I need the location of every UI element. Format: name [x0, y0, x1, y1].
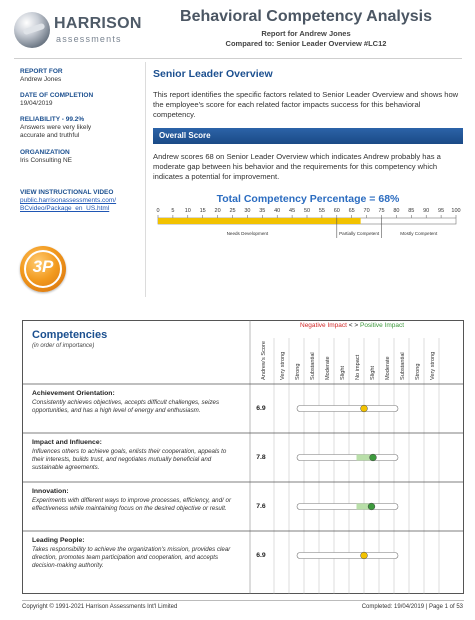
competencies-title: Competencies	[32, 329, 108, 341]
impact-bar	[297, 504, 398, 510]
reliability-heading	[20, 116, 91, 124]
impact-column-header: Strong	[295, 363, 301, 380]
scale-tick-label: 85	[408, 208, 415, 214]
sidebar-report-for	[20, 68, 63, 84]
impact-column-header: Strong	[415, 363, 421, 380]
harrison-logo	[14, 12, 142, 48]
score-marker	[361, 405, 368, 412]
impact-legend	[300, 322, 404, 329]
overall-score-bar	[153, 128, 463, 144]
impact-column-header: Moderate	[325, 356, 331, 380]
sidebar-organization	[20, 149, 72, 165]
score-marker	[361, 552, 368, 559]
impact-bar	[297, 455, 398, 461]
logo-subtitle: assessments	[56, 34, 122, 44]
scale-tick-label: 75	[378, 208, 385, 214]
scale-fill	[158, 218, 361, 224]
date-value: 19/04/2019	[20, 100, 53, 107]
score-marker	[368, 503, 375, 510]
scale-tick-label: 95	[438, 208, 445, 214]
score-column-header: Andrew's Score	[261, 341, 267, 380]
competencies-subtitle: (in order of importance)	[32, 343, 95, 349]
competency-description: Influences others to achieve goals, enlists their cooperation, appeals to their interests, builds trust, and negotiates mutually beneficial and sustainable agreements.	[32, 448, 227, 471]
sidebar-divider	[145, 62, 146, 297]
total-competency-percentage: Total Competency Percentage = 68%	[216, 193, 400, 205]
reliability-note-2: accurate and truthful	[20, 132, 80, 139]
reliability-note-1: Answers were very likely	[20, 124, 92, 131]
scale-tick-label: 25	[229, 208, 236, 214]
impact-column-header: Very strong	[430, 351, 436, 380]
logo-name: HARRISON	[54, 15, 142, 32]
reliability-value: 99.2%	[65, 116, 85, 123]
impact-column-header: Very strong	[280, 351, 286, 380]
impact-bar	[297, 406, 398, 412]
competency-title: Achievement Orientation:	[32, 390, 115, 397]
logo-sphere-icon	[14, 12, 50, 48]
impact-column-header: Slight	[340, 366, 346, 380]
band-label: Mostly Competent	[400, 231, 438, 236]
competency-score: 6.9	[256, 551, 266, 559]
band-label: Needs Development	[226, 231, 269, 236]
organization-value: Iris Consulting NE	[20, 157, 73, 164]
impact-column-header: Substantial	[310, 352, 316, 380]
scale-tick-label: 60	[333, 208, 340, 214]
video-link-line-2[interactable]: BCvideo/Package_en_US.html	[20, 205, 110, 212]
footer-divider	[22, 600, 464, 601]
scale-tick-label: 70	[363, 208, 370, 214]
badge-text: 3P	[32, 257, 54, 276]
impact-negative: Negative Impact	[300, 322, 347, 329]
competency-score: 6.9	[256, 404, 266, 412]
competency-description: Experiments with different ways to improve processes, efficiency, and/ or effectiveness while maintaining focus on the desired objective or result.	[32, 497, 231, 512]
competency-description: Consistently achieves objectives, accepts difficult challenges, seizes opportunities, and has a high level of energy and enthusiasm.	[32, 399, 220, 414]
scale-tick-label: 10	[184, 208, 191, 214]
video-link-line-1[interactable]: public.harrisonassessments.com/	[20, 197, 117, 204]
impact-bar	[297, 553, 398, 559]
scale-tick-label: 30	[244, 208, 251, 214]
scale-tick-label: 5	[171, 208, 175, 214]
compared-to-subtitle: Compared to: Senior Leader Overview #LC12	[225, 39, 387, 48]
impact-column-header: Slight	[370, 366, 376, 380]
intro-paragraph: This report identifies the specific factors related to Senior Leader Overview and shows how the employee's score for each related factor impacts success for this behavioral competency.	[153, 90, 459, 119]
band-label: Partially Competent	[339, 231, 380, 236]
header-divider	[14, 58, 462, 59]
scale-tick-label: 65	[348, 208, 355, 214]
competency-scale	[150, 204, 466, 240]
scale-tick-label: 35	[259, 208, 266, 214]
overall-score-label: Overall Score	[159, 131, 211, 140]
report-for-value: Andrew Jones	[20, 76, 62, 83]
impact-column-header: No impact	[355, 354, 361, 380]
sidebar-reliability	[20, 116, 91, 140]
3p-badge	[20, 246, 66, 292]
scale-tick-label: 40	[274, 208, 281, 214]
scale-tick-label: 15	[199, 208, 206, 214]
overall-score-text: Andrew scores 68 on Senior Leader Overview which indicates Andrew probably has a moderate gap between his behavior and the requirements for this competency which indicates a potential for improvement.	[153, 152, 441, 181]
competency-description: Takes responsibility to achieve the organization's mission, provides clear direction, promotes team participation and cooperation, and accepts decision-making authority.	[32, 546, 231, 569]
date-label: DATE OF COMPLETION	[20, 92, 94, 99]
document-title: Behavioral Competency Analysis	[180, 8, 432, 25]
footer-completed: Completed: 19/04/2019 | Page 1 of 53	[361, 604, 463, 610]
impact-positive: Positive Impact	[359, 322, 405, 329]
impact-column-header: Moderate	[385, 356, 391, 380]
organization-label: ORGANIZATION	[20, 149, 70, 156]
impact-column-header: Substantial	[400, 352, 406, 380]
section-title: Senior Leader Overview	[153, 68, 273, 80]
competency-title: Impact and Influence:	[32, 439, 102, 446]
competency-title: Leading People:	[32, 537, 85, 544]
report-for-label: REPORT FOR	[20, 68, 63, 75]
scale-tick-label: 80	[393, 208, 400, 214]
scale-tick-label: 100	[451, 208, 461, 214]
scale-tick-label: 50	[303, 208, 311, 214]
video-label: VIEW INSTRUCTIONAL VIDEO	[20, 189, 114, 196]
scale-tick-label: 20	[214, 208, 221, 214]
scale-tick-label: 90	[423, 208, 430, 214]
reliability-label: RELIABILITY -	[20, 116, 66, 123]
impact-separator: < >	[346, 322, 360, 329]
footer-copyright: Copyright © 1991-2021 Harrison Assessments Int'l Limited	[22, 604, 178, 610]
score-marker	[370, 454, 377, 461]
report-for-subtitle: Report for Andrew Jones	[261, 29, 351, 38]
scale-tick-label: 55	[318, 208, 325, 214]
scale-tick-label: 45	[289, 208, 296, 214]
competency-title: Innovation:	[32, 488, 69, 495]
sidebar-video	[20, 189, 116, 213]
sidebar-date	[20, 92, 93, 108]
competency-score: 7.8	[256, 453, 266, 461]
scale-tick-label: 0	[156, 208, 160, 214]
competency-score: 7.6	[256, 502, 266, 510]
